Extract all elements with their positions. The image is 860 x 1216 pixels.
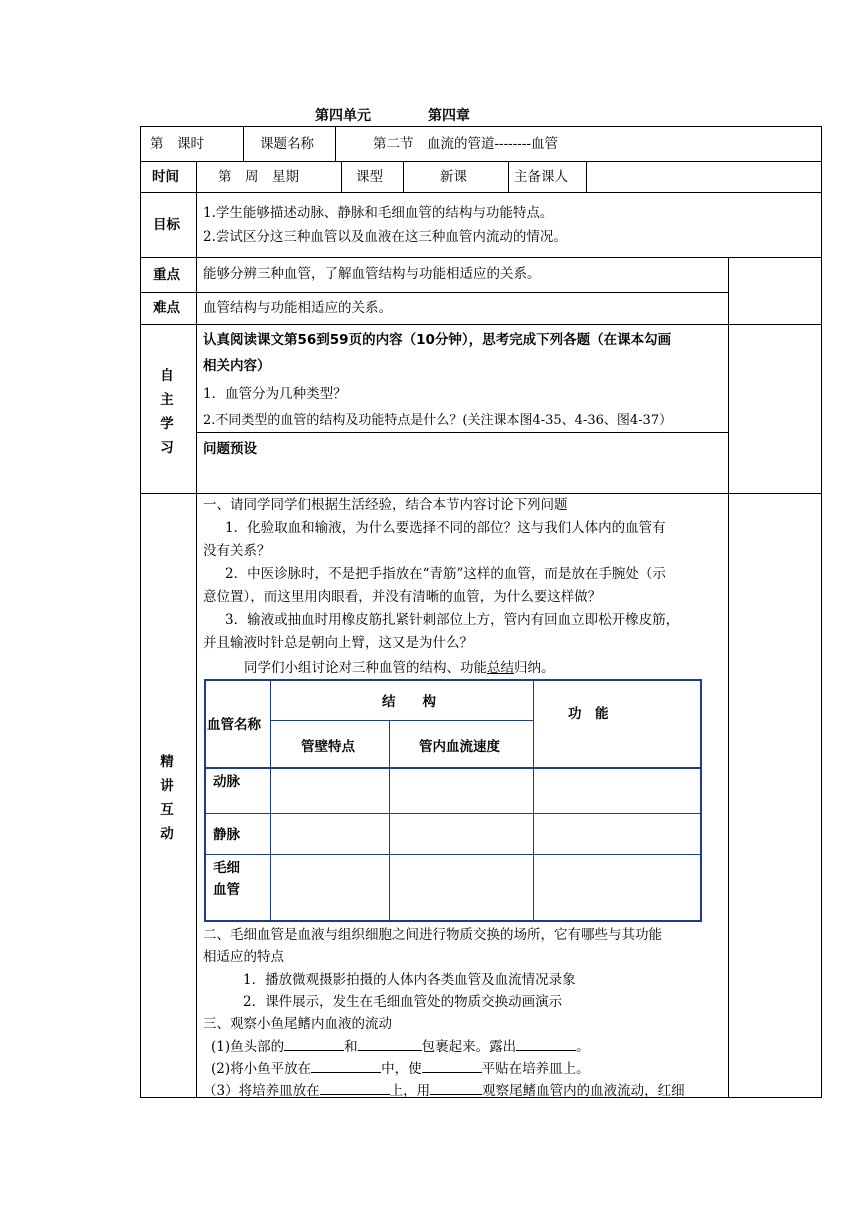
- goal-item: 1.学生能够描述动脉、静脉和毛细血管的结构与功能特点。: [203, 205, 554, 221]
- fill-blank-line: (2)将小鱼平放在 中，使 平贴在培养皿上。: [211, 1058, 590, 1079]
- table-row-artery: 动脉: [213, 774, 240, 790]
- difficulty-text: 血管结构与功能相适应的关系。: [203, 300, 392, 316]
- interaction-label: 精 讲 互 动: [160, 754, 174, 842]
- self-study-label: 自 主 学 习: [160, 368, 174, 456]
- question-text: 没有关系？: [203, 543, 271, 559]
- fill-blank-line: (1)鱼头部的 和 包裹起来。露出 。: [211, 1036, 590, 1057]
- type-value: 新课: [440, 169, 467, 185]
- goal-item: 2.尝试区分这三种血管以及血液在这三种血管内流动的情况。: [203, 229, 567, 245]
- topic-label: 课题名称: [260, 136, 314, 152]
- section-heading: 二、毛细血管是血液与组织细胞之间进行物质交换的场所，它有哪些与其功能: [203, 927, 662, 943]
- key-label: 重点: [153, 267, 180, 283]
- key-text: 能够分辨三种血管，了解血管结构与功能相适应的关系。: [203, 266, 541, 282]
- question-preset-label: 问题预设: [203, 441, 257, 457]
- section-heading: 一、请同学同学们根据生活经验，结合本节内容讨论下列问题: [203, 497, 568, 513]
- self-study-instruction-cont: 相关内容）: [203, 358, 271, 374]
- page-title-chapter: 第四章: [428, 108, 470, 124]
- table-header-name: 血管名称: [207, 717, 261, 733]
- activity-item: 1．播放微观摄影拍摄的人体内各类血管及血流情况录象: [243, 972, 576, 988]
- table-subheader-wall: 管壁特点: [301, 739, 355, 755]
- topic-value: 第二节 血流的管道--------血管: [373, 136, 558, 152]
- goals-label: 目标: [153, 217, 180, 233]
- page-title-unit: 第四单元: [315, 108, 371, 124]
- question-text: 意位置），而这里用肉眼看，并没有清晰的血管，为什么要这样做？: [203, 589, 602, 605]
- table-row-capillary: 毛细: [213, 860, 240, 876]
- activity-item: 2．课件展示，发生在毛细血管处的物质交换动画演示: [243, 994, 563, 1010]
- section-heading-cont: 相适应的特点: [203, 949, 284, 965]
- table-header-function: 功 能: [568, 706, 609, 722]
- table-header-structure: 结 构: [382, 694, 436, 710]
- type-label: 课型: [356, 169, 383, 185]
- lesson-cell: 第 课时: [150, 136, 204, 152]
- question-text: 3．输液或抽血时用橡皮筋扎紧针刺部位上方，管内有回血立即松开橡皮筋，: [225, 612, 680, 628]
- time-value: 第 周 星期: [218, 169, 299, 185]
- table-row-capillary-cont: 血管: [213, 882, 240, 898]
- question-text: 并且输液时针总是朝向上臂，这又是为什么？: [203, 635, 473, 651]
- section-heading: 三、观察小鱼尾鳍内血液的流动: [203, 1016, 392, 1032]
- fill-blank-line: （3）将培养皿放在 上，用 观察尾鳍血管内的血液流动，红细: [203, 1080, 685, 1101]
- question-text: 1．化验取血和输液，为什么要选择不同的部位？这与我们人体内的血管有: [225, 520, 666, 536]
- group-discussion-text: 同学们小组讨论对三种血管的结构、功能总结归纳。: [244, 660, 555, 676]
- preparer-label: 主备课人: [514, 169, 568, 185]
- self-study-question: 2.不同类型的血管的结构及功能特点是什么？(关注课本图4-35、4-36、图4-37）: [203, 413, 673, 428]
- difficulty-label: 难点: [153, 300, 180, 316]
- time-label: 时间: [152, 169, 179, 185]
- self-study-question: 1．血管分为几种类型？: [203, 386, 347, 402]
- question-text: 2．中医诊脉时，不是把手指放在“青筋”这样的血管，而是放在手腕处（示: [225, 566, 666, 582]
- table-row-vein: 静脉: [213, 827, 240, 843]
- table-subheader-speed: 管内血流速度: [419, 739, 500, 755]
- self-study-instruction: 认真阅读课文第56到59页的内容（10分钟），思考完成下列各题（在课本勾画: [203, 332, 672, 348]
